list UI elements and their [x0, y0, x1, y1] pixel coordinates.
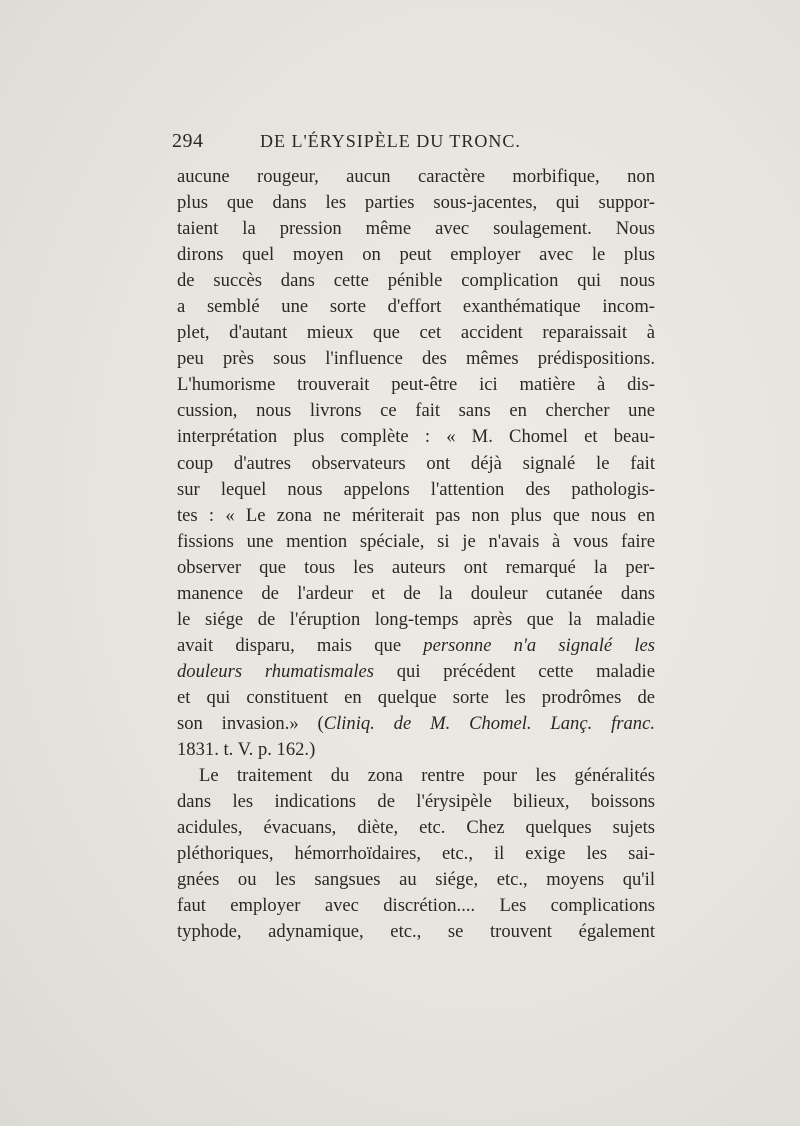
text-line: tes : « Le zona ne mériterait pas non plus que nous en [177, 504, 655, 526]
text-line: de succès dans cette pénible complication qui nous [177, 270, 655, 292]
text-line: gnées ou les sangsues au siége, etc., moyens qu'il [177, 869, 655, 891]
text-line: pléthoriques, hémorrhoïdaires, etc., il exige les sai- [177, 843, 655, 865]
text-run: qui précédent cette maladie [374, 660, 655, 682]
text-line: sur lequel nous appelons l'attention des pathologis- [177, 478, 655, 500]
text-line [177, 659, 655, 685]
text-line: L'humorisme trouverait peut-être ici matière à dis- [177, 374, 655, 396]
text-line: manence de l'ardeur et de la douleur cutanée dans [177, 582, 655, 604]
text-line: interprétation plus complète : « M. Chomel et beau- [177, 426, 655, 448]
running-head: DE L'ÉRYSIPÈLE DU TRONC. [260, 131, 521, 151]
text-line: taient la pression même avec soulagement. Nous [177, 218, 655, 240]
text-line: faut employer avec discrétion.... Les complications [177, 895, 655, 917]
text-line: cussion, nous livrons ce fait sans en chercher une [177, 400, 655, 422]
text-run: avait disparu, mais que [177, 634, 424, 656]
page-number: 294 [172, 130, 204, 152]
text-line: a semblé une sorte d'effort exanthématique incom- [177, 296, 655, 318]
text-line [177, 633, 655, 659]
text-line: et qui constituent en quelque sorte les prodrômes de [177, 686, 655, 708]
text-line: fissions une mention spéciale, si je n'avais à vous faire [177, 530, 655, 552]
text-line: coup d'autres observateurs ont déjà signalé le fait [177, 452, 655, 474]
italic-run: personne n'a signalé les [423, 634, 655, 656]
text-line: acidules, évacuans, diète, etc. Chez quelques sujets [177, 817, 655, 839]
text-run: son invasion.» ( [177, 712, 324, 734]
text-line: plet, d'autant mieux que cet accident reparaissait à [177, 322, 655, 344]
text-line [177, 711, 655, 737]
italic-run: douleurs rhumatismales [177, 660, 374, 682]
text-line: 1831. t. V. p. 162.) [177, 739, 316, 761]
text-line: peu près sous l'influence des mêmes prédispositions. [177, 348, 655, 370]
text-line: le siége de l'éruption long-temps après que la maladie [177, 608, 655, 630]
italic-run: Cliniq. de M. Chomel. Lanç. franc. [323, 712, 655, 734]
text-line: typhode, adynamique, etc., se trouvent également [177, 921, 655, 943]
text-line: plus que dans les parties sous-jacentes, qui suppor- [177, 192, 655, 214]
text-line: dirons quel moyen on peut employer avec le plus [177, 244, 655, 266]
text-line: observer que tous les auteurs ont remarqué la per- [177, 556, 655, 578]
text-line: dans les indications de l'érysipèle bilieux, boissons [177, 791, 655, 813]
text-line: Le traitement du zona rentre pour les généralités [199, 765, 655, 787]
body-text [177, 164, 655, 945]
text-line: aucune rougeur, aucun caractère morbifique, non [177, 166, 655, 187]
